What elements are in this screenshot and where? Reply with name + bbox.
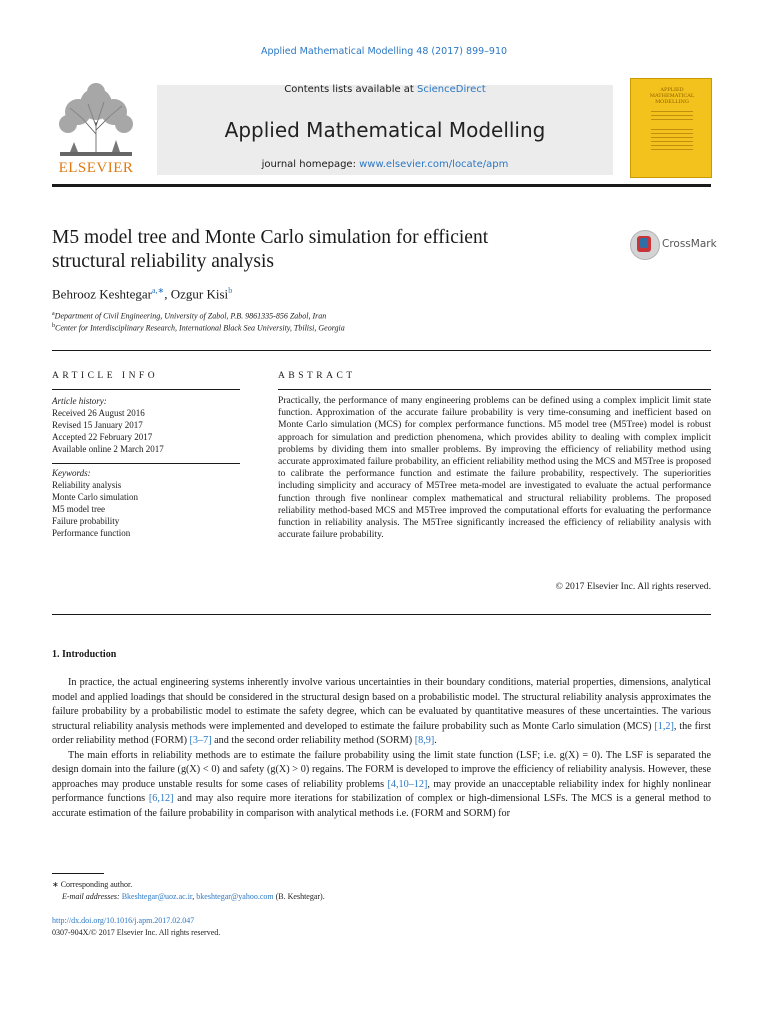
crossmark-button[interactable] bbox=[630, 230, 717, 260]
affiliation bbox=[52, 323, 345, 333]
affiliation-text: Center for Interdisciplinary Research, International Black Sea University, Tbilisi, Georgia bbox=[55, 323, 345, 333]
author-name[interactable]: Behrooz Keshtegar bbox=[52, 286, 152, 302]
keywords-label: Keywords: bbox=[52, 468, 91, 478]
cover-line bbox=[651, 129, 693, 130]
homepage-prefix: journal homepage: bbox=[261, 159, 360, 170]
keywords bbox=[52, 467, 138, 539]
history-label: Article history: bbox=[52, 396, 107, 406]
abstract-copyright: © 2017 Elsevier Inc. All rights reserved. bbox=[555, 581, 711, 592]
abstract-heading: ABSTRACT bbox=[278, 371, 356, 381]
citation-link[interactable]: [4,10–12] bbox=[387, 778, 428, 790]
section-heading: 1. Introduction bbox=[52, 649, 117, 660]
cover-line bbox=[651, 141, 693, 142]
author-affiliation-mark[interactable]: a,∗ bbox=[152, 286, 165, 295]
keyword: Failure probability bbox=[52, 516, 120, 526]
affiliation-mark: a bbox=[52, 311, 55, 317]
cover-line bbox=[651, 149, 693, 150]
email-label: E-mail addresses: bbox=[62, 892, 122, 901]
history-item: Revised 15 January 2017 bbox=[52, 420, 143, 430]
divider bbox=[52, 463, 240, 464]
article-history bbox=[52, 395, 164, 455]
divider bbox=[52, 614, 711, 615]
author-separator: , bbox=[164, 286, 171, 302]
email-suffix: (B. Keshtegar). bbox=[273, 892, 325, 901]
cover-line bbox=[651, 145, 693, 146]
history-item: Accepted 22 February 2017 bbox=[52, 432, 153, 442]
corresponding-author-note: ∗ Corresponding author. bbox=[52, 880, 133, 889]
email-link[interactable]: bkeshtegar@yahoo.com bbox=[196, 892, 274, 901]
citation-link[interactable]: [3–7] bbox=[189, 735, 212, 746]
affiliation-mark: b bbox=[52, 323, 55, 329]
keyword: Performance function bbox=[52, 528, 131, 538]
cover-line bbox=[651, 111, 693, 112]
contents-line bbox=[157, 84, 613, 95]
journal-homepage-link[interactable]: www.elsevier.com/locate/apm bbox=[359, 159, 509, 170]
cover-title: APPLIED MATHEMATICAL MODELLING bbox=[649, 87, 695, 105]
cover-line bbox=[651, 137, 693, 138]
issn-copyright: 0307-904X/© 2017 Elsevier Inc. All rights reserved. bbox=[52, 928, 221, 937]
history-item: Received 26 August 2016 bbox=[52, 408, 145, 418]
cover-line bbox=[651, 133, 693, 134]
text-run: In practice, the actual engineering systems inherently involve various uncertainties in their boundary conditions, material properties, dimensions, analytical model and applied loadings that should be considered in the structural design based on a probabilistic model. The structural reliability analysis approximates the failure probability by a probabilistic model to estimate the safety degree, which can be evaluated by quantitative measures of these uncertainties. The various structural reliability analysis methods were implemented and developed to estimate the failure probability such as Monte Carlo simulation (MCS) bbox=[52, 677, 711, 732]
text-run: The main efforts in reliability methods are to estimate the failure probability using the limit state function (LSF; i.e. g(X) = 0). The LSF is separated the design domain into the failure (g(X) < 0) and safety (g(X) > 0) regains. The FORM is developed to improve the efficiency of reliability analysis. However, these approaches may produce unstable results for some cases of reliability problems bbox=[52, 749, 711, 790]
author-name[interactable]: Ozgur Kisi bbox=[170, 286, 229, 302]
doi-link[interactable]: http://dx.doi.org/10.1016/j.apm.2017.02.047 bbox=[52, 916, 195, 925]
contents-prefix: Contents lists available at bbox=[284, 84, 418, 95]
paragraph bbox=[52, 749, 711, 822]
divider bbox=[52, 350, 711, 351]
keyword: M5 model tree bbox=[52, 504, 105, 514]
title-line-1: M5 model tree and Monte Carlo simulation for efficient bbox=[52, 227, 489, 248]
sciencedirect-link[interactable]: ScienceDirect bbox=[417, 84, 486, 95]
divider bbox=[278, 389, 711, 390]
keyword: Monte Carlo simulation bbox=[52, 492, 138, 502]
crossmark-label: CrossMark bbox=[662, 238, 717, 250]
citation-link[interactable]: [1,2] bbox=[654, 720, 674, 732]
paragraph bbox=[52, 676, 711, 749]
homepage-line bbox=[157, 159, 613, 170]
cover-line bbox=[651, 119, 693, 120]
email-link[interactable]: Bkeshtegar@uoz.ac.ir bbox=[121, 892, 193, 901]
header-divider bbox=[52, 184, 711, 187]
affiliation-text: Department of Civil Engineering, University of Zabol, P.B. 9861335-856 Zabol, Iran bbox=[54, 311, 327, 321]
journal-reference-link[interactable]: Applied Mathematical Modelling 48 (2017) 899–910 bbox=[260, 46, 508, 57]
citation-link[interactable]: [8,9] bbox=[414, 735, 435, 746]
email-separator: , bbox=[192, 892, 197, 901]
publisher-name: ELSEVIER bbox=[58, 160, 134, 176]
divider bbox=[52, 389, 240, 390]
abstract-text: Practically, the performance of many engineering problems can be defined using a complex implicit limit state function. Approximation of the accurate failure probability is very time-consuming and inefficient based on Monte Carlo simulation (MCS) for complex performance functions. M5 model tree (M5Tree) model is robust approach for simulation and prediction phenomena, which provides ability to dealing with complex implicit problems by dividing them into smaller problems. By improving the efficiency of reliability method using accurate approximated failure probability, an efficient reliability method using the MCS and M5Tree is proposed to calibrate the performance function and estimate the failure probability, respectively. The superiorities including simplicity and accuracy of M5Tree meta-model are investigated to evaluate the actual performance function through five nonlinear complex mathematical and structural reliability problems. The proposed reliability method-based MCS and M5Tree improved the computational efforts for evaluating the performance function in reliability analysis. The M5Tree significantly increased the efficiency of reliability analysis with accurate failure probability. bbox=[278, 395, 711, 541]
text-run: , the first order reliability method (FORM) bbox=[52, 720, 711, 746]
article-info-heading: ARTICLE INFO bbox=[52, 371, 159, 381]
citation-link[interactable]: [6,12] bbox=[148, 793, 174, 804]
article-title bbox=[52, 226, 592, 274]
title-line-2: structural reliability analysis bbox=[52, 251, 275, 272]
cover-line bbox=[651, 115, 693, 116]
body-text bbox=[52, 676, 711, 821]
text-run: and may also require more iterations for stabilization of complex or high-dimensional LSFs. The MCS is a general method to accurate estimation of the failure probability in comparison with analytical methods i.e. (FORM and SORM) for bbox=[52, 793, 712, 819]
crossmark-icon-blue bbox=[640, 238, 648, 248]
email-line bbox=[62, 891, 325, 903]
text-run: and the second order reliability method (SORM) bbox=[211, 735, 415, 746]
affiliation bbox=[52, 311, 326, 321]
elsevier-tree-logo bbox=[52, 82, 140, 158]
history-item: Available online 2 March 2017 bbox=[52, 444, 164, 454]
journal-name: Applied Mathematical Modelling bbox=[224, 118, 546, 142]
text-run: . bbox=[434, 735, 437, 746]
author-affiliation-mark[interactable]: b bbox=[228, 286, 233, 295]
author-list bbox=[52, 286, 232, 302]
footnote-divider bbox=[52, 873, 104, 874]
journal-cover-image[interactable] bbox=[630, 78, 712, 178]
keyword: Reliability analysis bbox=[52, 480, 122, 490]
text-run: , may provide an unacceptable reliability index for highly nonlinear performance functions bbox=[52, 778, 711, 804]
